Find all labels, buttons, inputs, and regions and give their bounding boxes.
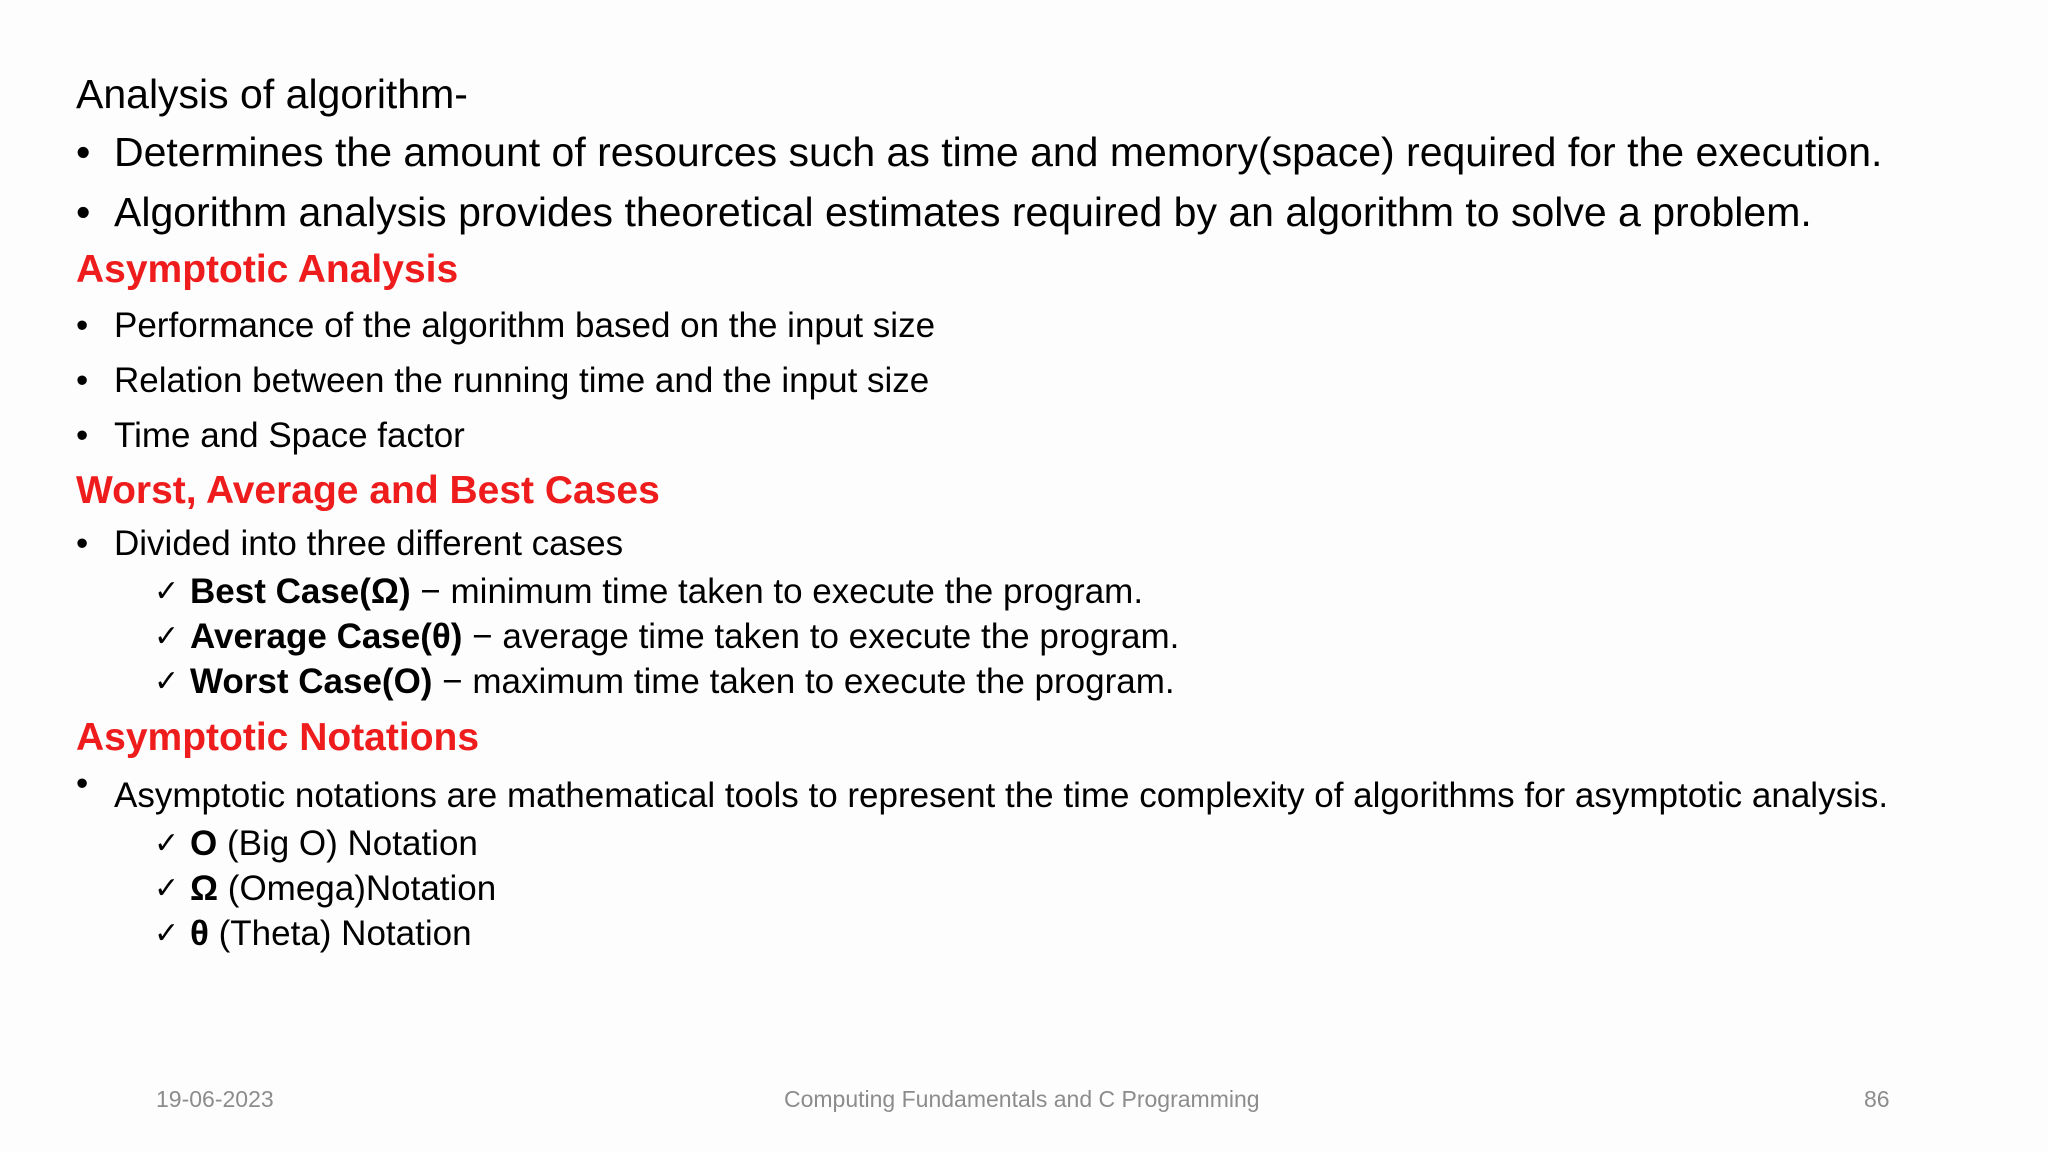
check-item-big-o: [76, 821, 2016, 866]
check-item-average-case: [76, 614, 2016, 659]
intro-bullet-resources: • Determines the amount of resources such as time and memory(space) required for the execution.: [76, 122, 2016, 182]
bullet-relation: • Relation between the running time and the input size: [76, 353, 2016, 408]
bullet-notations-definition: • Asymptotic notations are mathematical tools to represent the time complexity of algorithms for asymptotic analysis.: [76, 766, 2016, 821]
footer-date: 19-06-2023: [156, 1086, 274, 1112]
bullet-three-cases: • Divided into three different cases: [76, 519, 2016, 569]
check-item-bold: Ω: [190, 869, 219, 908]
footer-course-title: Computing Fundamentals and C Programming: [784, 1086, 1260, 1112]
section-heading-cases: Worst, Average and Best Cases: [76, 469, 660, 512]
section-heading-asymptotic-analysis: Asymptotic Analysis: [76, 248, 459, 291]
check-item-bold: Worst Case(O): [190, 662, 433, 701]
check-item-text: (Big O) Notation: [217, 824, 478, 863]
intro-title: Analysis of algorithm-: [76, 71, 468, 117]
checkmark-icon: ✓: [154, 664, 180, 699]
check-item-bold: θ: [190, 914, 209, 953]
intro-bullet-estimates: • Algorithm analysis provides theoretical estimates required by an algorithm to solve a problem.: [76, 182, 2016, 242]
checkmark-icon: ✓: [154, 574, 180, 609]
check-item-best-case: [76, 569, 2016, 614]
checkmark-icon: ✓: [154, 619, 180, 654]
check-item-text: (Omega)Notation: [218, 869, 497, 908]
check-item-bold: Best Case(Ω): [190, 572, 411, 611]
check-item-worst-case: [76, 659, 2016, 704]
check-item-text: (Theta) Notation: [208, 914, 472, 953]
bullet-time-space: • Time and Space factor: [76, 408, 2016, 463]
check-item-bold: Average Case(θ): [190, 617, 463, 656]
check-item-text: − minimum time taken to execute the program.: [410, 572, 1144, 611]
check-item-omega: [76, 866, 2016, 911]
footer-page-number: 86: [1864, 1086, 1890, 1112]
section-heading-asymptotic-notations: Asymptotic Notations: [76, 716, 480, 759]
checkmark-icon: ✓: [154, 916, 180, 951]
checkmark-icon: ✓: [154, 871, 180, 906]
check-item-theta: [76, 911, 2016, 956]
checkmark-icon: ✓: [154, 826, 180, 861]
bullet-performance: • Performance of the algorithm based on the input size: [76, 298, 2016, 353]
check-item-bold: O: [190, 824, 218, 863]
check-item-text: − average time taken to execute the program.: [462, 617, 1180, 656]
slide-content: [76, 66, 2016, 956]
check-item-text: − maximum time taken to execute the program.: [432, 662, 1175, 701]
